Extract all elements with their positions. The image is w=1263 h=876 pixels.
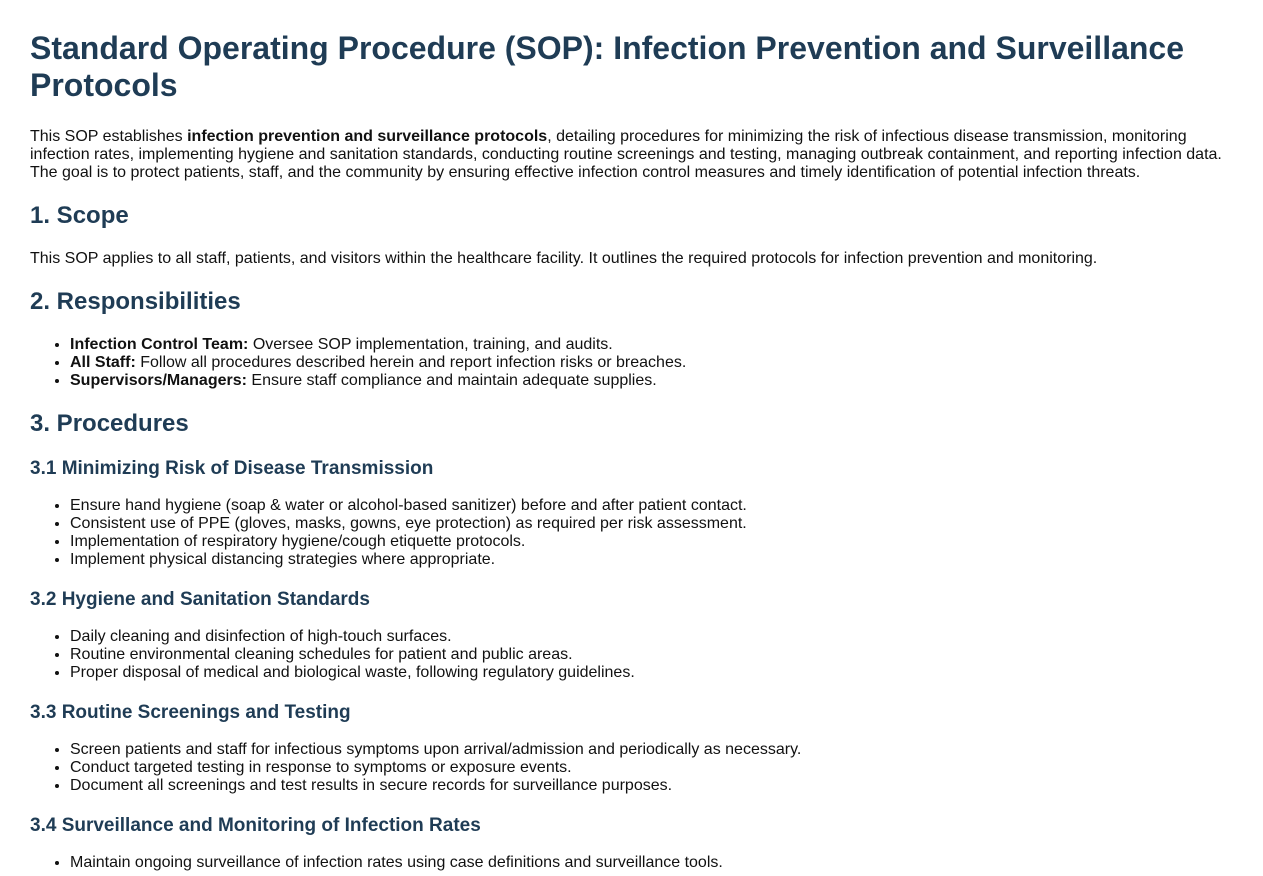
list-item (70, 354, 1233, 372)
list-item-label: All Staff: (70, 354, 136, 371)
list-item: • Ensure hand hygiene (soap & water or alcohol-based sanitizer) before and after patient contact. (70, 497, 1233, 515)
procedure-list (30, 741, 1233, 795)
subsection-heading: 3.1 Minimizing Risk of Disease Transmission (30, 458, 434, 479)
intro-paragraph (30, 128, 1233, 182)
page-title: Standard Operating Procedure (SOP): Infection Prevention and Surveillance Protocols (30, 30, 1185, 103)
list-item-text: Ensure staff compliance and maintain adequate supplies. (246, 372, 657, 389)
list-item-text: Follow all procedures described herein and report infection risks or breaches. (135, 354, 687, 371)
section-heading-responsibilities: 2. Responsibilities (30, 288, 241, 315)
list-item-label: Infection Control Team: (70, 336, 249, 353)
list-item (70, 336, 1233, 354)
list-item: • Implementation of respiratory hygiene/cough etiquette protocols. (70, 533, 1233, 551)
list-item: • Consistent use of PPE (gloves, masks, gowns, eye protection) as required per risk assessment. (70, 515, 1233, 533)
list-item: • Conduct targeted testing in response to symptoms or exposure events. (70, 759, 1233, 777)
scope-paragraph: This SOP applies to all staff, patients, and visitors within the healthcare facility. It outlines the required protocols for infection prevention and monitoring. (30, 250, 1098, 267)
subsection-heading: 3.3 Routine Screenings and Testing (30, 702, 351, 723)
intro-text-bold: infection prevention and surveillance protocols (187, 128, 548, 145)
procedure-list (30, 854, 1233, 872)
list-item-label: Supervisors/Managers: (70, 372, 247, 389)
list-item: • Screen patients and staff for infectious symptoms upon arrival/admission and periodically as necessary. (70, 741, 1233, 759)
responsibilities-list (30, 336, 1233, 390)
section-heading-scope: 1. Scope (30, 202, 129, 229)
subsection-heading: 3.2 Hygiene and Sanitation Standards (30, 589, 370, 610)
procedure-list (30, 497, 1233, 569)
list-item: • Maintain ongoing surveillance of infection rates using case definitions and surveillance tools. (70, 854, 1233, 872)
section-heading-procedures: 3. Procedures (30, 410, 189, 437)
procedure-list (30, 628, 1233, 682)
list-item-text: Oversee SOP implementation, training, and audits. (248, 336, 613, 353)
list-item: • Daily cleaning and disinfection of high-touch surfaces. (70, 628, 1233, 646)
list-item: • Proper disposal of medical and biological waste, following regulatory guidelines. (70, 664, 1233, 682)
list-item (70, 372, 1233, 390)
list-item: • Document all screenings and test results in secure records for surveillance purposes. (70, 777, 1233, 795)
intro-text-start: This SOP establishes (30, 128, 188, 145)
list-item: • Routine environmental cleaning schedules for patient and public areas. (70, 646, 1233, 664)
list-item: • Implement physical distancing strategies where appropriate. (70, 551, 1233, 569)
intro-text-end: , detailing procedures for minimizing the risk of infectious disease transmission, monitoring infection rates, implementing hygiene and sanitation standards, conducting routine screenings and testing, managing outbreak containment, and reporting infection data. The goal is to protect patients, staff, and the community by ensuring effective infection control measures and timely identification of potential infection threats. (30, 128, 1222, 181)
subsection-heading: 3.4 Surveillance and Monitoring of Infection Rates (30, 815, 481, 836)
